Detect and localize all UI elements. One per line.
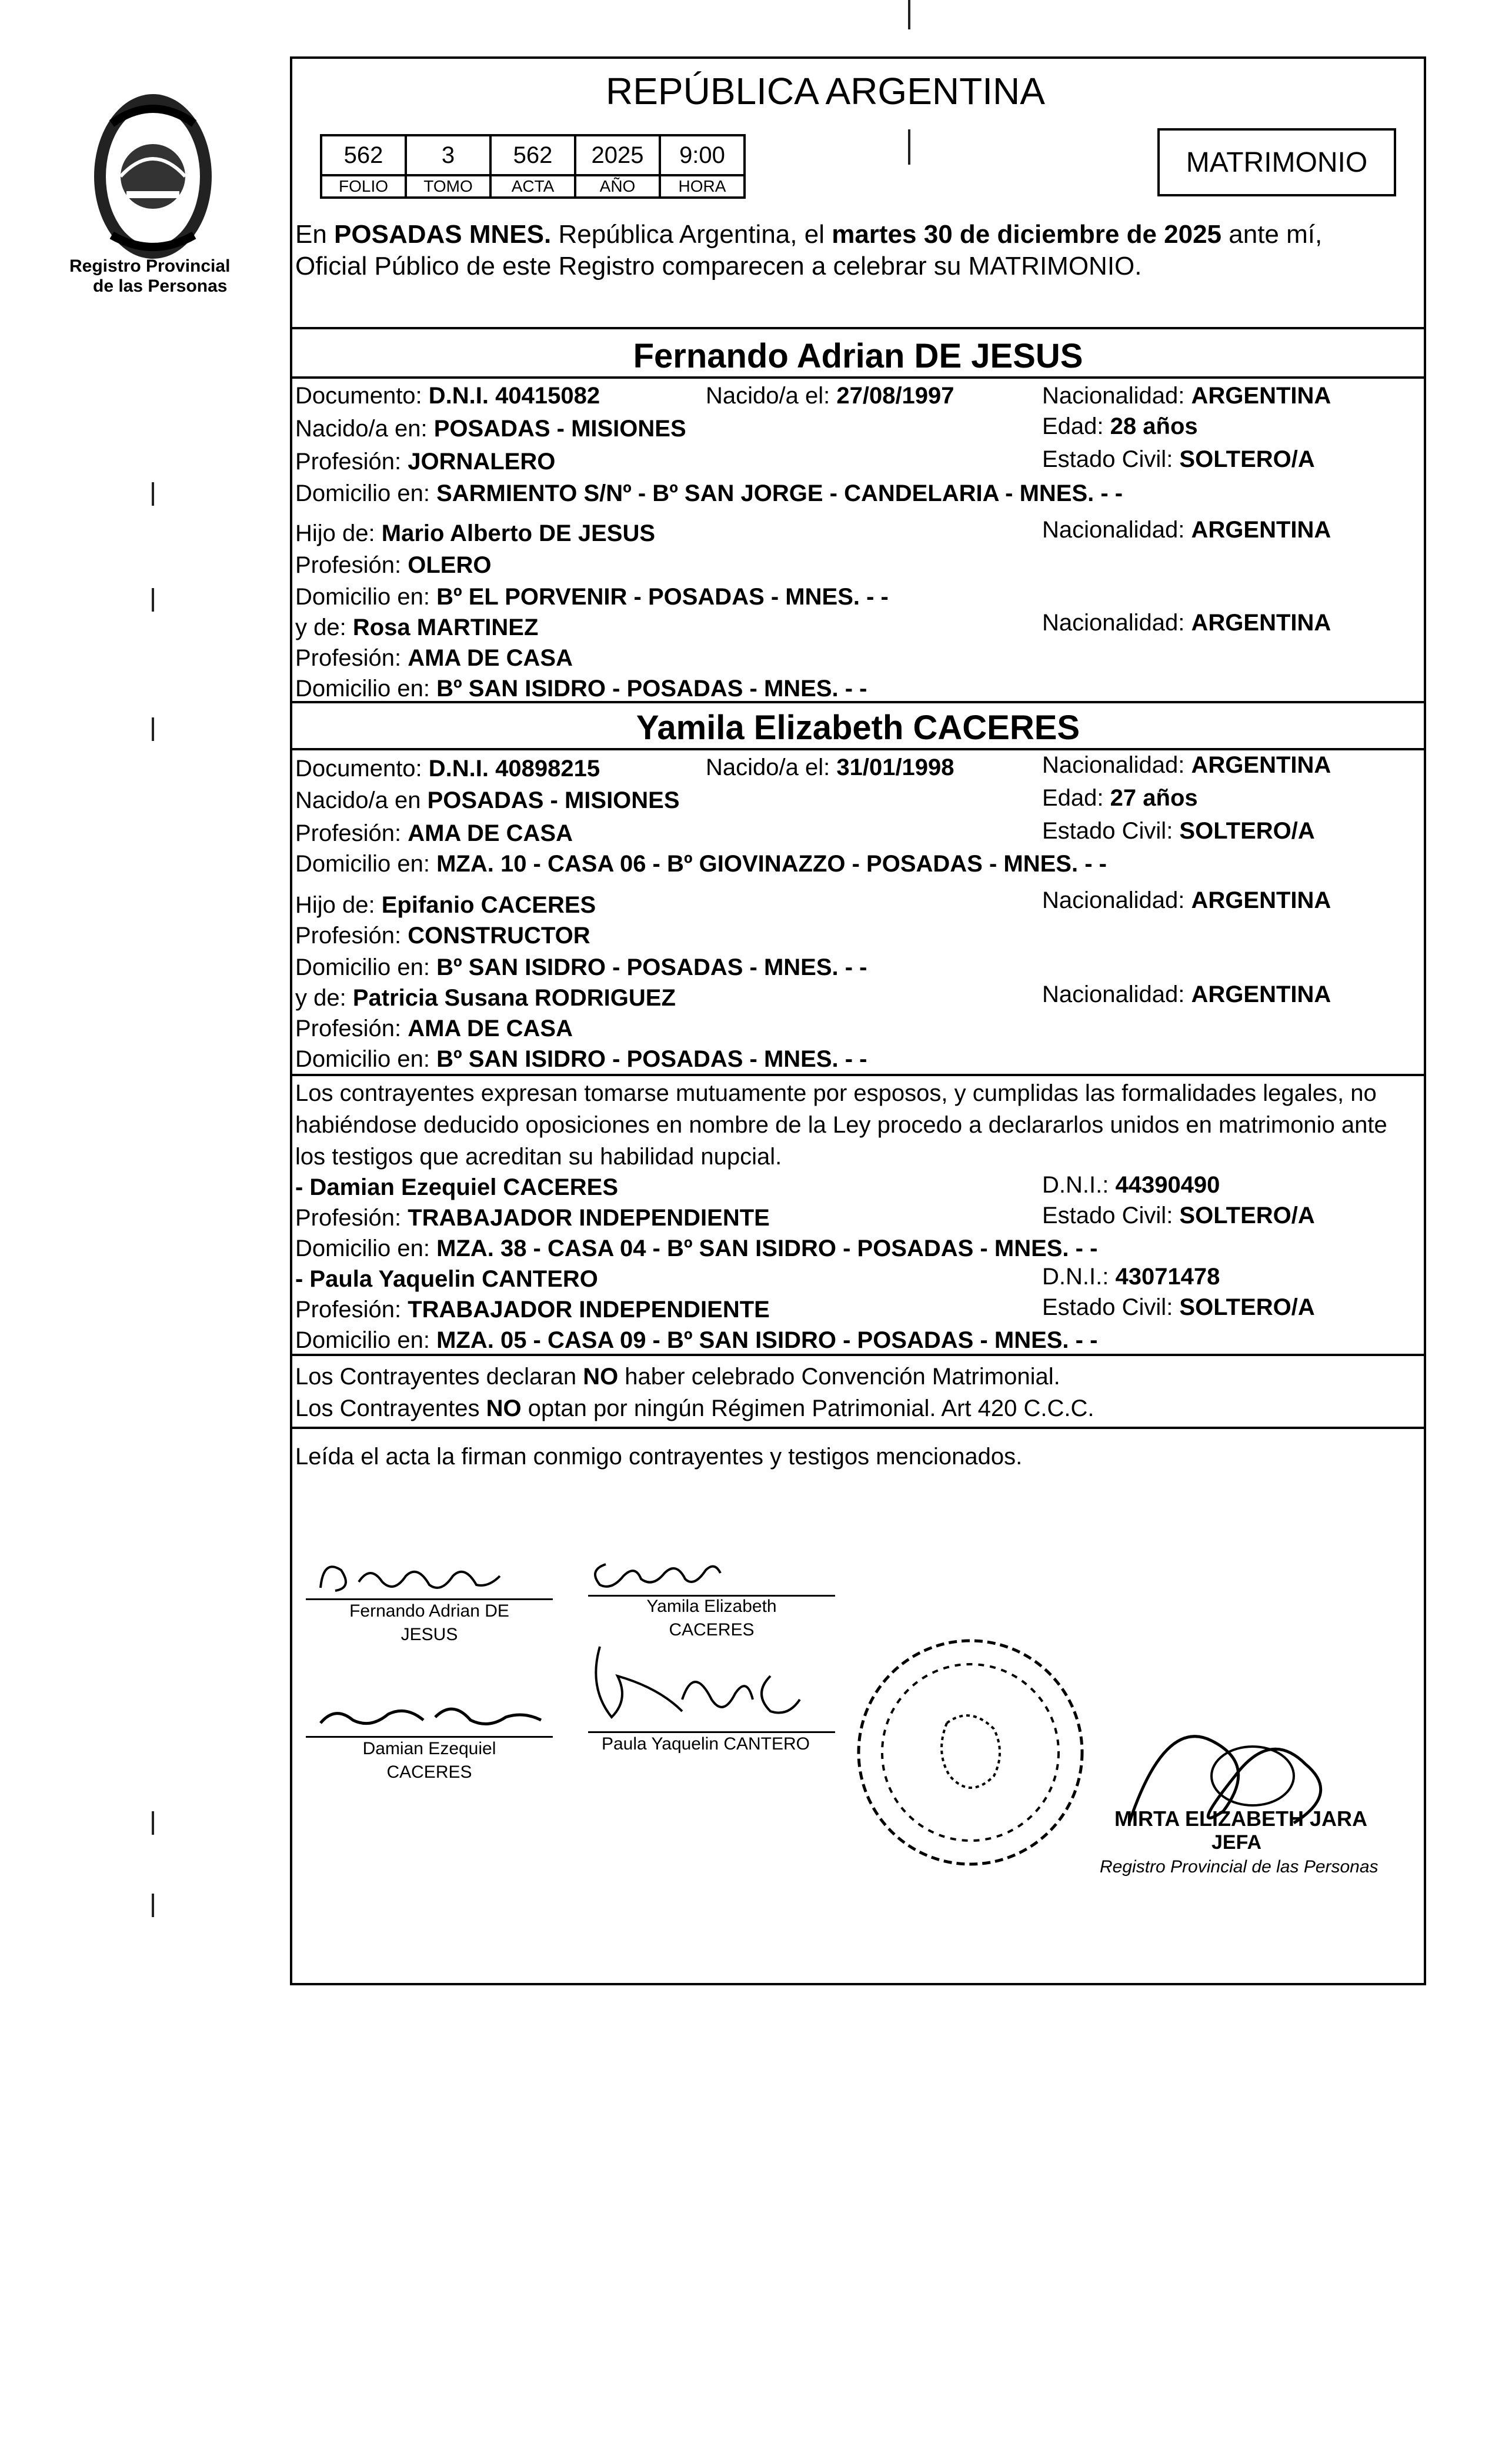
signature-scribble-icon — [318, 1694, 553, 1735]
witness1-name: - Damian Ezequiel CACERES — [295, 1174, 619, 1200]
groom-born-on — [706, 382, 954, 409]
bride-signature-caption1: Yamila Elizabeth — [646, 1597, 777, 1616]
value: SOLTERO/A — [1179, 1294, 1315, 1320]
groom-prof-value: JORNALERO — [408, 449, 556, 475]
value: AMA DE CASA — [408, 645, 573, 671]
label: Estado Civil: — [1042, 446, 1180, 472]
bride-profession — [295, 820, 573, 847]
label: Hijo de: — [295, 892, 382, 918]
witness1-profession — [295, 1204, 770, 1231]
value: CONSTRUCTOR — [408, 923, 590, 949]
bride-born-in-value: POSADAS - MISIONES — [427, 787, 680, 813]
value: MZA. 38 - CASA 04 - Bº SAN ISIDRO - POSADAS - MNES. - - — [436, 1236, 1098, 1261]
groom-father-address — [295, 583, 889, 610]
groom-signature-caption1: Fernando Adrian DE — [349, 1601, 509, 1621]
witness2-dni — [1042, 1263, 1220, 1290]
scan-mark — [152, 588, 154, 612]
witness2-name: - Paula Yaquelin CANTERO — [295, 1266, 598, 1292]
bride-civil-value: SOLTERO/A — [1179, 818, 1315, 844]
label: Edad: — [1042, 413, 1110, 439]
groom-father-nationality — [1042, 516, 1331, 543]
official-seal — [847, 1629, 1094, 1876]
groom-mother — [295, 614, 538, 641]
bride-age — [1042, 784, 1198, 812]
groom-doc-value: D.N.I. 40415082 — [428, 383, 600, 409]
intro-text-a: En — [295, 220, 335, 249]
value: 44390490 — [1115, 1172, 1220, 1198]
registry-logo — [76, 88, 229, 265]
bride-nat-value: ARGENTINA — [1191, 752, 1331, 778]
witness2-address — [295, 1327, 1097, 1354]
bride-prof-value: AMA DE CASA — [408, 820, 573, 846]
value: MZA. 05 - CASA 09 - Bº SAN ISIDRO - POSADAS - MNES. - - — [436, 1327, 1098, 1353]
value: 43071478 — [1115, 1264, 1220, 1290]
witness1-signature-caption1: Damian Ezequiel — [362, 1739, 496, 1758]
groom-address — [295, 480, 1123, 507]
witness1-signature — [318, 1694, 553, 1735]
regime-line1 — [295, 1363, 1060, 1390]
bride-doc — [295, 755, 600, 782]
label: Estado Civil: — [1042, 1294, 1180, 1320]
value: OLERO — [408, 552, 492, 578]
logo-caption-line2: de las Personas — [93, 276, 228, 296]
text: optan por ningún Régimen Patrimonial. Art 420 C.C.C. — [521, 1395, 1094, 1421]
value: ARGENTINA — [1191, 610, 1331, 636]
folio-value: 562 — [321, 135, 406, 175]
intro-date: martes 30 de diciembre de 2025 — [832, 220, 1222, 249]
label: D.N.I.: — [1042, 1264, 1116, 1290]
anio-value: 2025 — [575, 135, 660, 175]
value: Bº SAN ISIDRO - POSADAS - MNES. - - — [436, 1046, 867, 1072]
groom-name: Fernando Adrian DE JESUS — [633, 337, 1083, 375]
divider-intro — [290, 327, 1426, 329]
value: Bº SAN ISIDRO - POSADAS - MNES. - - — [436, 954, 867, 980]
label: Domicilio en: — [295, 1327, 437, 1353]
declaration-line2: habiéndose deducido oposiciones en nombre de la Ley procedo a declararlos unidos en matrimonio ante — [295, 1112, 1387, 1138]
bride-mother-nationality — [1042, 981, 1331, 1008]
label: Nacionalidad: — [1042, 517, 1191, 543]
hora-value: 9:00 — [660, 135, 745, 175]
value: TRABAJADOR INDEPENDIENTE — [408, 1205, 770, 1231]
label: Domicilio en: — [295, 676, 437, 702]
intro-place: POSADAS MNES. — [334, 220, 552, 249]
witness2-signature-caption: Paula Yaquelin CANTERO — [601, 1734, 810, 1754]
bride-signature — [588, 1547, 729, 1594]
groom-signature-caption2: JESUS — [400, 1625, 458, 1644]
groom-nat-value: ARGENTINA — [1191, 383, 1331, 409]
scan-mark — [152, 717, 154, 741]
bride-mother — [295, 984, 676, 1011]
groom-father-value: Mario Alberto DE JESUS — [381, 520, 656, 546]
text: Los Contrayentes — [295, 1395, 486, 1421]
label: Nacido/a el: — [706, 383, 837, 409]
intro-line2: Oficial Público de este Registro comparecen a celebrar su MATRIMONIO. — [295, 252, 1142, 281]
label: Domicilio en: — [295, 584, 437, 610]
label: Profesión: — [295, 923, 408, 949]
label: Estado Civil: — [1042, 818, 1180, 844]
bride-mother-profession — [295, 1015, 573, 1042]
declaration-line3: los testigos que acreditan su habilidad nupcial. — [295, 1144, 782, 1170]
bride-address — [295, 850, 1107, 877]
label: Domicilio en: — [295, 480, 437, 506]
groom-mother-nationality — [1042, 609, 1331, 636]
official-name: MIRTA ELIZABETH JARA — [1114, 1807, 1367, 1831]
text: Los Contrayentes declaran — [295, 1364, 583, 1390]
groom-father-profession — [295, 552, 491, 579]
label: Profesión: — [295, 1297, 408, 1323]
groom-mother-profession — [295, 645, 573, 672]
label: y de: — [295, 985, 353, 1011]
scan-mark — [152, 482, 154, 506]
bride-signature-caption2: CACERES — [669, 1620, 755, 1640]
groom-nationality — [1042, 382, 1331, 409]
logo-caption-line1: Registro Provincial — [69, 256, 231, 276]
label: Edad: — [1042, 785, 1110, 811]
label: Profesión: — [295, 645, 408, 671]
groom-civil-value: SOLTERO/A — [1179, 446, 1315, 472]
groom-born-on-value: 27/08/1997 — [836, 383, 954, 409]
bride-mother-address — [295, 1046, 867, 1073]
scan-mark — [152, 1811, 154, 1835]
witness2-profession — [295, 1296, 770, 1323]
groom-born-in-value: POSADAS - MISIONES — [433, 416, 686, 442]
bride-doc-value: D.N.I. 40898215 — [428, 756, 600, 782]
groom-mother-value: Rosa MARTINEZ — [352, 615, 539, 640]
bride-name: Yamila Elizabeth CACERES — [636, 709, 1080, 747]
label: Hijo de: — [295, 520, 382, 546]
tomo-label: TOMO — [406, 175, 490, 198]
country-title: REPÚBLICA ARGENTINA — [606, 70, 1045, 112]
act-reference-table — [320, 134, 746, 199]
intro-line1 — [295, 219, 1424, 251]
bride-nationality — [1042, 752, 1331, 779]
bride-born-on-value: 31/01/1998 — [836, 754, 954, 780]
bride-father-profession — [295, 922, 590, 949]
intro-text-b: República Argentina, el — [551, 220, 832, 249]
groom-age-value: 28 años — [1110, 413, 1198, 439]
value: Bº SAN ISIDRO - POSADAS - MNES. - - — [436, 676, 867, 702]
groom-civil — [1042, 446, 1315, 473]
label: Nacionalidad: — [1042, 752, 1191, 778]
groom-father — [295, 520, 655, 547]
label: Domicilio en: — [295, 851, 437, 877]
label: Profesión: — [295, 449, 408, 475]
witness1-address — [295, 1235, 1097, 1262]
value: TRABAJADOR INDEPENDIENTE — [408, 1297, 770, 1323]
witness2-signature — [576, 1641, 823, 1729]
label: Profesión: — [295, 820, 408, 846]
act-type-box: MATRIMONIO — [1157, 128, 1396, 196]
bride-father-value: Epifanio CACERES — [381, 892, 596, 918]
label: Domicilio en: — [295, 954, 437, 980]
bride-civil — [1042, 817, 1315, 844]
intro-text-c: ante mí, — [1221, 220, 1323, 249]
label: Nacido/a en — [295, 787, 428, 813]
bride-father-address — [295, 954, 867, 981]
acta-value: 562 — [490, 135, 575, 175]
groom-doc — [295, 382, 600, 409]
label: Nacionalidad: — [1042, 383, 1191, 409]
groom-mother-address — [295, 675, 867, 702]
regime-line2 — [295, 1395, 1094, 1422]
declaration-line1: Los contrayentes expresan tomarse mutuamente por esposos, y cumplidas las formalidades legales, no — [295, 1080, 1377, 1106]
scan-mark — [908, 129, 910, 165]
label: Domicilio en: — [295, 1236, 437, 1261]
closing-statement: Leída el acta la firman conmigo contrayentes y testigos mencionados. — [295, 1444, 1023, 1470]
signature-scribble-icon — [588, 1547, 729, 1594]
divider-bride — [290, 1074, 1426, 1076]
bride-name-underline — [290, 748, 1426, 750]
groom-addr-value: SARMIENTO S/Nº - Bº SAN JORGE - CANDELARIA - MNES. - - — [436, 480, 1123, 506]
label: D.N.I.: — [1042, 1172, 1116, 1198]
bride-father — [295, 892, 596, 919]
groom-signature — [318, 1552, 541, 1600]
label: Nacionalidad: — [1042, 610, 1191, 636]
label: Profesión: — [295, 1016, 408, 1041]
label: Estado Civil: — [1042, 1203, 1180, 1228]
official-office: Registro Provincial de las Personas — [1100, 1857, 1378, 1877]
signature-scribble-icon — [576, 1641, 823, 1729]
label: Profesión: — [295, 1205, 408, 1231]
emphasis: NO — [486, 1395, 522, 1421]
text: haber celebrado Convención Matrimonial. — [618, 1364, 1060, 1390]
label: Domicilio en: — [295, 1046, 437, 1072]
bride-born-in — [295, 787, 680, 814]
emphasis: NO — [583, 1364, 619, 1390]
value: ARGENTINA — [1191, 517, 1331, 543]
value: ARGENTINA — [1191, 981, 1331, 1007]
label: Documento: — [295, 756, 429, 782]
value: ARGENTINA — [1191, 887, 1331, 913]
label: Nacido/a en: — [295, 416, 434, 442]
groom-born-in — [295, 415, 686, 442]
bride-age-value: 27 años — [1110, 785, 1198, 811]
label: Nacionalidad: — [1042, 981, 1191, 1007]
label: Documento: — [295, 383, 429, 409]
witness2-civil — [1042, 1294, 1315, 1321]
acta-label: ACTA — [490, 175, 575, 198]
label: Nacionalidad: — [1042, 887, 1191, 913]
anio-label: AÑO — [575, 175, 660, 198]
label: y de: — [295, 615, 353, 640]
divider-witnesses — [290, 1354, 1426, 1356]
round-seal-icon — [847, 1629, 1094, 1876]
tomo-value: 3 — [406, 135, 490, 175]
scan-mark — [908, 0, 910, 29]
value: Bº EL PORVENIR - POSADAS - MNES. - - — [436, 584, 889, 610]
bride-born-on — [706, 754, 954, 781]
bride-father-nationality — [1042, 887, 1331, 914]
signature-scribble-icon — [318, 1552, 541, 1600]
value: SOLTERO/A — [1179, 1203, 1315, 1228]
province-shield-icon — [76, 88, 229, 265]
witness1-signature-caption2: CACERES — [386, 1762, 472, 1782]
folio-label: FOLIO — [321, 175, 406, 198]
groom-profession — [295, 448, 555, 475]
official-role: JEFA — [1211, 1831, 1262, 1854]
witness1-dni — [1042, 1171, 1220, 1198]
groom-age — [1042, 413, 1198, 440]
scan-mark — [152, 1894, 154, 1917]
value: AMA DE CASA — [408, 1016, 573, 1041]
witness1-civil — [1042, 1202, 1315, 1229]
label: Profesión: — [295, 552, 408, 578]
divider-regime — [290, 1427, 1426, 1429]
bride-addr-value: MZA. 10 - CASA 06 - Bº GIOVINAZZO - POSADAS - MNES. - - — [436, 851, 1107, 877]
label: Nacido/a el: — [706, 754, 837, 780]
hora-label: HORA — [660, 175, 745, 198]
bride-mother-value: Patricia Susana RODRIGUEZ — [352, 985, 676, 1011]
groom-name-underline — [290, 376, 1426, 379]
